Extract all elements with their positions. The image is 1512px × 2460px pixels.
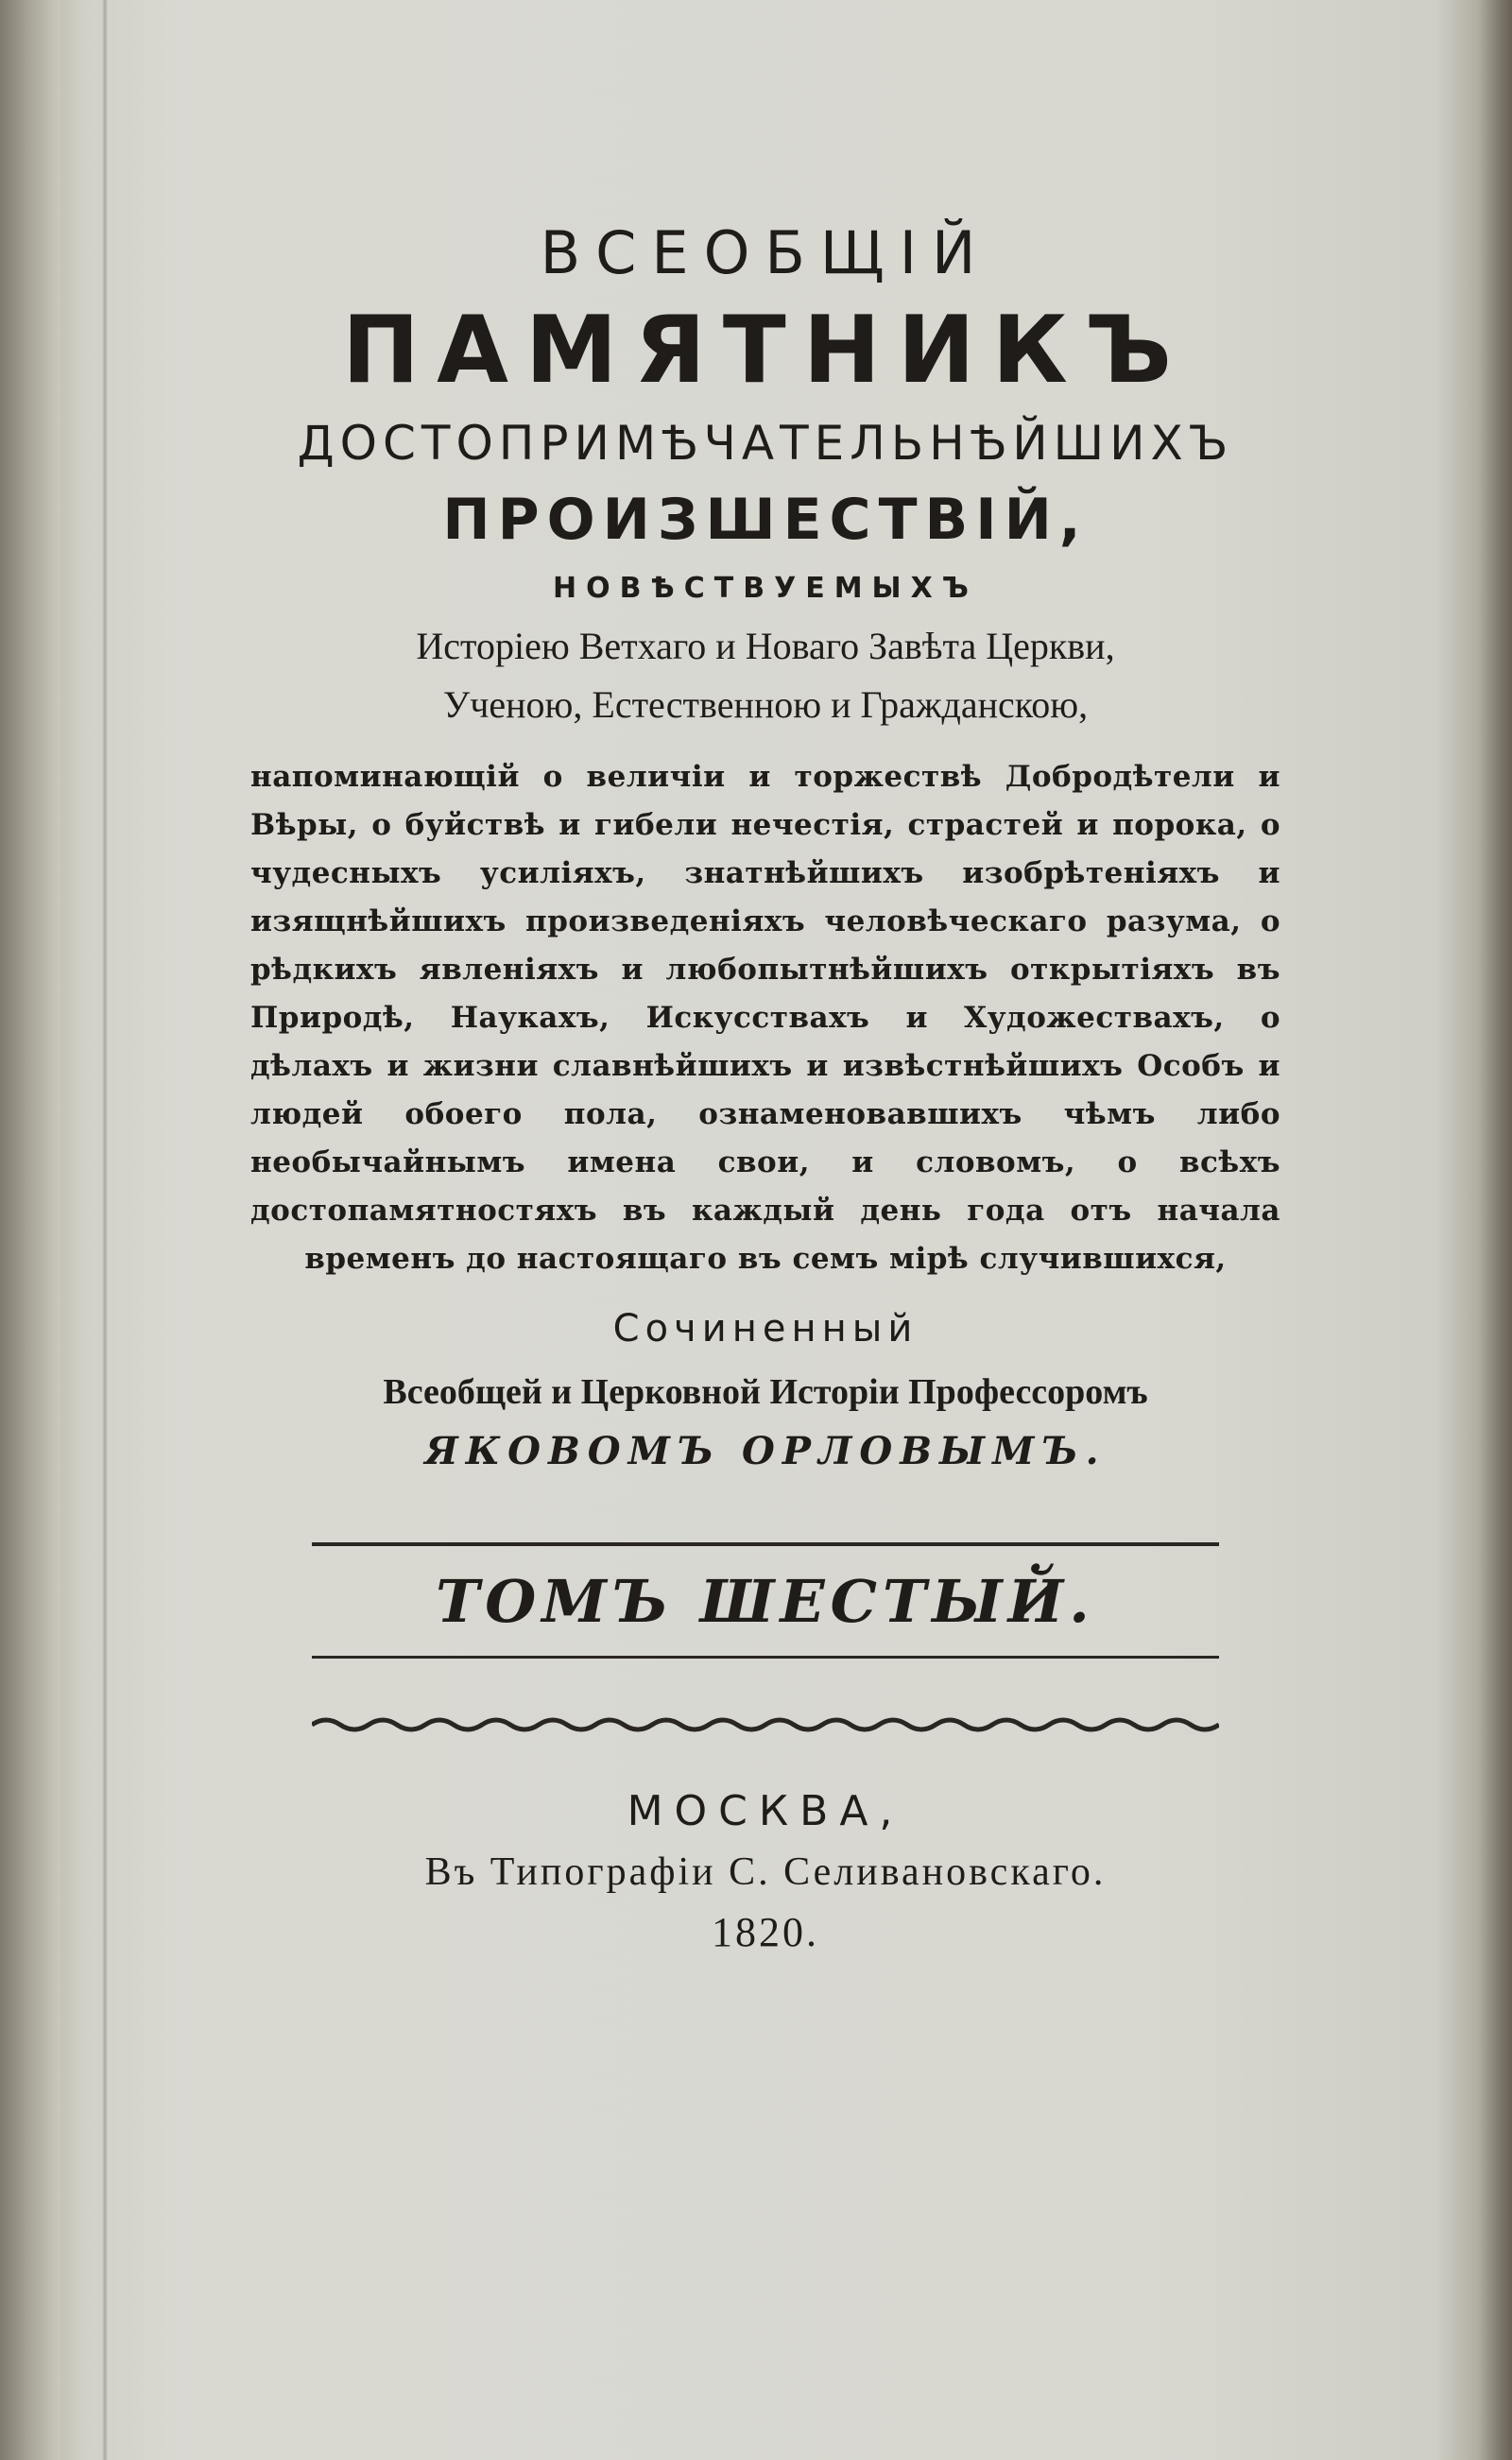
page-edge <box>102 0 108 2460</box>
divider-rule-top <box>312 1542 1219 1546</box>
imprint-city: МОСКВА, <box>627 1787 904 1835</box>
title-line-history-testament: Исторіею Ветхаго и Новаго Завѣта Церкви, <box>416 625 1115 667</box>
composed-label: Сочиненный <box>612 1307 919 1350</box>
volume-label: ТОМЪ ШЕСТЫЙ. <box>436 1567 1095 1636</box>
imprint-year: 1820. <box>712 1909 819 1955</box>
title-line-remarkable: ДОСТОПРИМѢЧАТЕЛЬНѢЙШИХЪ <box>297 416 1234 471</box>
ornamental-wave-rule <box>312 1713 1219 1736</box>
title-block <box>236 213 1295 1963</box>
author-role: Всеобщей и Церковной Исторіи Профессоромъ <box>383 1372 1148 1412</box>
right-page-edge <box>1478 0 1512 2460</box>
binding-shadow <box>0 0 60 2460</box>
imprint-printer: Въ Типографіи С. Селивановскаго. <box>424 1850 1107 1894</box>
description-paragraph: напоминающій о величіи и торжествѣ Добродѣтели и Вѣры, о буйствѣ и гибели нечестія, страстей и порока, о чудесныхъ усиліяхъ, знатнѣйшихъ изобрѣтеніяхъ и изящнѣйшихъ произведеніяхъ человѣческаго разума, о рѣдкихъ явленіяхъ и любопытнѣйшихъ открытіяхъ въ Природѣ, Наукахъ, Искусствахъ и Художествахъ, о дѣлахъ и жизни славнѣйшихъ и извѣстнѣйшихъ Особъ и людей обоего пола, ознаменовавшихъ чѣмъ либо необычайнымъ имена свои, и словомъ, о всѣхъ достопамятностяхъ въ каждый день года отъ начала временъ до настоящаго въ семъ мірѣ случившихся, <box>250 760 1280 1276</box>
title-line-narrated: НОВѢСТВУЕМЫХЪ <box>553 572 978 605</box>
divider-rule-bottom <box>312 1656 1219 1659</box>
title-line-general: ВСЕОБЩІЙ <box>540 218 991 287</box>
author-name: ЯКОВОМЪ ОРЛОВЫМЪ. <box>424 1429 1107 1473</box>
title-line-events: ПРОИЗШЕСТВІЙ, <box>442 487 1089 553</box>
title-line-learned-civil: Ученою, Естественною и Гражданскою, <box>442 683 1089 726</box>
title-line-monument: ПАМЯТНИКЪ <box>342 297 1189 404</box>
